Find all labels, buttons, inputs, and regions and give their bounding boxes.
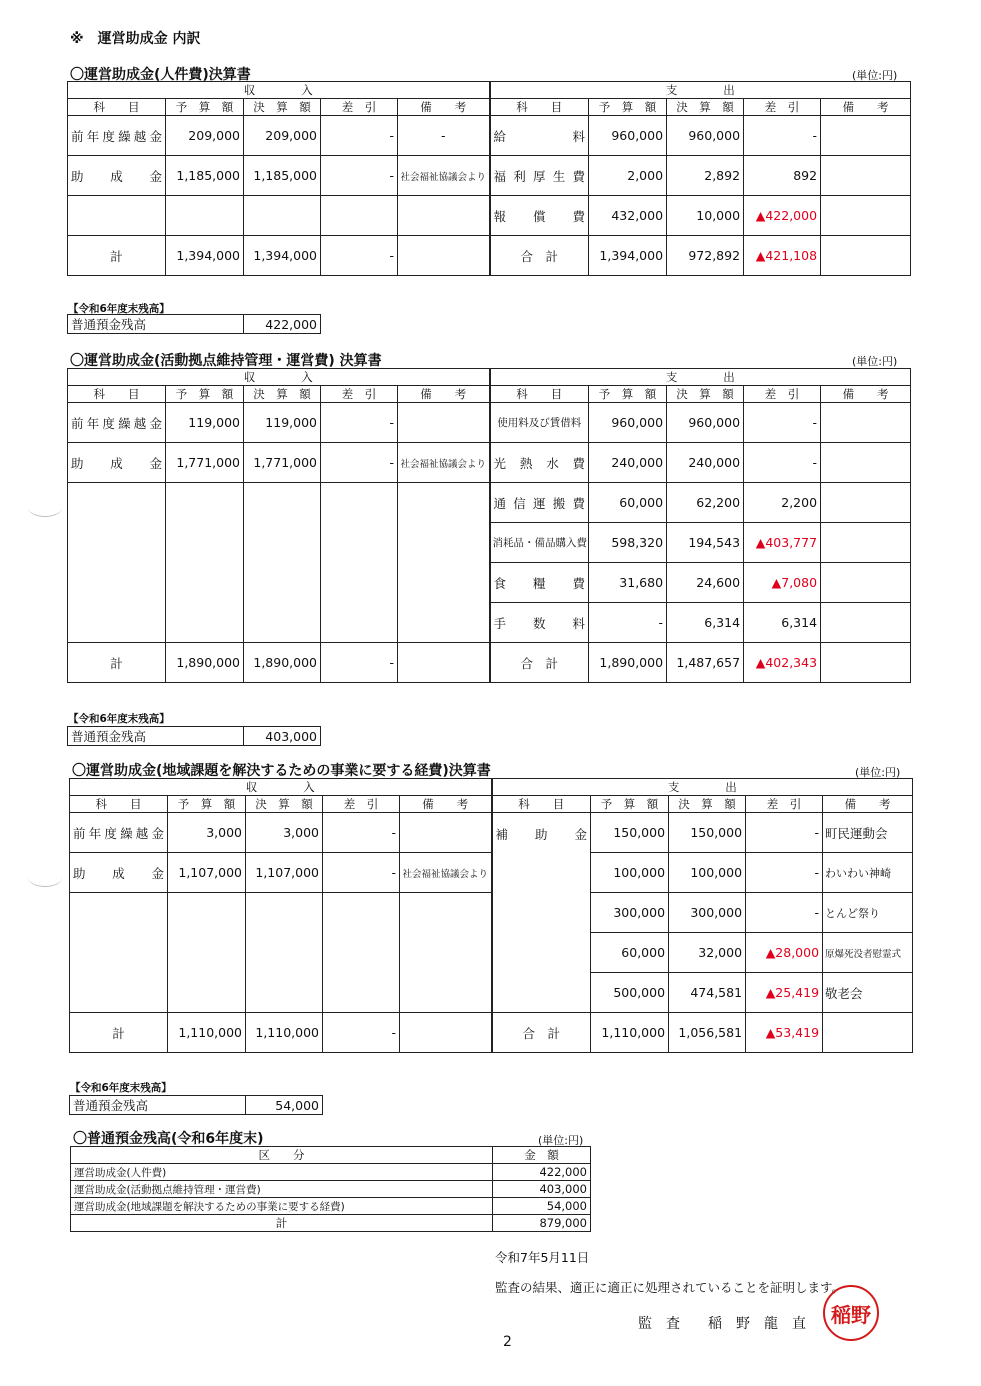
table-row: 食糧費 31,680 24,600 ▲7,080 bbox=[68, 563, 911, 603]
balance-table: 普通預金残高 54,000 bbox=[69, 1095, 323, 1115]
budget-table: 収 入 支 出 科 目 予 算 額 決 算 額 差 引 備 考 科 目 予 算 額 決 算 額 差 引 備 考 前年度繰越金 3,000 3,000 - 補助金 150,000 150,000 - 町民運動会 助成金 1,107,000 1,107,000 - 社会福祉協議会より 100,000 100,000 - わいわい神崎 300,000 300,000 - とんど祭り 60,000 32,000 ▲28,000 原爆死没者慰霊式 500,000 474,581 ▲25,419 敬老会 計 1,110,000 1,110,000 - 合 計 1,110,000 1,056,581 ▲53,419 bbox=[69, 778, 913, 1053]
col-category: 区 分 bbox=[71, 1147, 493, 1164]
income-header: 収 入 bbox=[68, 82, 490, 99]
col-actual: 決 算 額 bbox=[667, 99, 744, 116]
col-budget: 予 算 額 bbox=[589, 99, 667, 116]
expense-header: 支 出 bbox=[490, 82, 911, 99]
table-row: 前年度繰越金 3,000 3,000 - 補助金 150,000 150,000 - 町民運動会 bbox=[70, 813, 913, 853]
summary-table bbox=[70, 1146, 591, 1232]
seal-stamp-icon: 稲野 bbox=[823, 1285, 879, 1341]
col-note: 備 考 bbox=[398, 99, 490, 116]
table-row: 運営助成金(活動拠点維持管理・運営費) 403,000 bbox=[71, 1181, 591, 1198]
total-row: 計 1,110,000 1,110,000 - 合 計 1,110,000 1,056,581 ▲53,419 bbox=[70, 1013, 913, 1053]
balance-label: 【令和6年度末残高】 bbox=[68, 303, 170, 315]
table-row: 消耗品・備品購入費 598,320 194,543 ▲403,777 bbox=[68, 523, 911, 563]
budget-table bbox=[67, 81, 911, 276]
section-title: 〇運営助成金(人件費)決算書 bbox=[70, 67, 251, 83]
income-header: 収 入 bbox=[68, 369, 490, 386]
table-row: 助成金 1,107,000 1,107,000 - 社会福祉協議会より 100,000 100,000 - わいわい神崎 bbox=[70, 853, 913, 893]
col-diff: 差 引 bbox=[744, 99, 821, 116]
budget-table: 収 入 支 出 科 目 予 算 額 決 算 額 差 引 備 考 科 目 予 算 額 決 算 額 差 引 備 考 前年度繰越金 119,000 119,000 - 使用料及び賃借料 960,000 960,000 - 助成金 1,771,000 1,771,000 - 社会福祉協議会より 光熱水費 240,000 240,000 - 通信運搬費 60,000 62,200 2,200 消耗品・備品購入費 598,320 194,543 ▲403,777 食糧費 31,680 24,600 ▲7,080 手数料 - 6,314 6,314 計 1,890,000 1,890,000 - 合 計 1,890,000 1,487,657 ▲402,343 bbox=[67, 368, 911, 683]
col-item: 科 目 bbox=[490, 99, 589, 116]
auditor-name: 監 査 稲 野 龍 直 bbox=[638, 1316, 806, 1332]
audit-statement: 監査の結果、適正に適正に処理されていることを証明します。 bbox=[495, 1280, 845, 1295]
col-item: 科 目 bbox=[68, 99, 166, 116]
unit-label: (単位:円) bbox=[852, 69, 898, 82]
balance-table: 普通預金残高 403,000 bbox=[67, 726, 321, 746]
expense-header: 支 出 bbox=[492, 779, 913, 796]
page-heading: ※ 運営助成金 内訳 bbox=[70, 31, 201, 47]
summary-title: 〇普通預金残高(令和6年度末) bbox=[73, 1131, 264, 1147]
table-row: 通信運搬費 60,000 62,200 2,200 bbox=[68, 483, 911, 523]
col-note: 備 考 bbox=[821, 99, 911, 116]
col-actual: 決 算 額 bbox=[244, 99, 321, 116]
table-row: 運営助成金(地域課題を解決するための事業に要する経費) 54,000 bbox=[71, 1198, 591, 1215]
col-budget: 予 算 額 bbox=[166, 99, 244, 116]
table-row: 500,000 474,581 ▲25,419 敬老会 bbox=[70, 973, 913, 1013]
total-row: 計 879,000 bbox=[71, 1215, 591, 1232]
punch-hole-mark bbox=[28, 498, 62, 517]
table-row: 助成金 1,185,000 1,185,000 - 社会福祉協議会より 福利厚生費 2,000 2,892 892 bbox=[68, 156, 911, 196]
table-row: 手数料 - 6,314 6,314 bbox=[68, 603, 911, 643]
col-diff: 差 引 bbox=[321, 99, 398, 116]
balance-table: 普通預金残高 422,000 bbox=[67, 314, 321, 334]
unit-label: (単位:円) bbox=[538, 1134, 584, 1147]
table-row: 前年度繰越金 209,000 209,000 - - 給料 960,000 960,000 - bbox=[68, 116, 911, 156]
balance-label: 【令和6年度末残高】 bbox=[68, 713, 170, 725]
unit-label: (単位:円) bbox=[852, 355, 898, 368]
income-header: 収 入 bbox=[70, 779, 492, 796]
table-row: 運営助成金(人件費) 422,000 bbox=[71, 1164, 591, 1181]
balance-label: 【令和6年度末残高】 bbox=[70, 1082, 172, 1094]
table-row: 60,000 32,000 ▲28,000 原爆死没者慰霊式 bbox=[70, 933, 913, 973]
section-title: 〇運営助成金(地域課題を解決するための事業に要する経費)決算書 bbox=[72, 763, 491, 779]
date-text: 令和7年5月11日 bbox=[495, 1250, 590, 1265]
table-row: 300,000 300,000 - とんど祭り bbox=[70, 893, 913, 933]
punch-hole-mark bbox=[28, 868, 62, 887]
total-row: 計 1,394,000 1,394,000 - 合 計 1,394,000 972,892 ▲421,108 bbox=[68, 236, 911, 276]
section-title: 〇運営助成金(活動拠点維持管理・運営費) 決算書 bbox=[70, 353, 382, 369]
unit-label: (単位:円) bbox=[855, 766, 901, 779]
expense-header: 支 出 bbox=[490, 369, 911, 386]
table-row: 前年度繰越金 119,000 119,000 - 使用料及び賃借料 960,000 960,000 - bbox=[68, 403, 911, 443]
total-row: 計 1,890,000 1,890,000 - 合 計 1,890,000 1,487,657 ▲402,343 bbox=[68, 643, 911, 683]
page-number: 2 bbox=[503, 1334, 512, 1350]
col-amount: 金 額 bbox=[493, 1147, 591, 1164]
table-row: 助成金 1,771,000 1,771,000 - 社会福祉協議会より 光熱水費 240,000 240,000 - bbox=[68, 443, 911, 483]
table-row: 報償費 432,000 10,000 ▲422,000 bbox=[68, 196, 911, 236]
